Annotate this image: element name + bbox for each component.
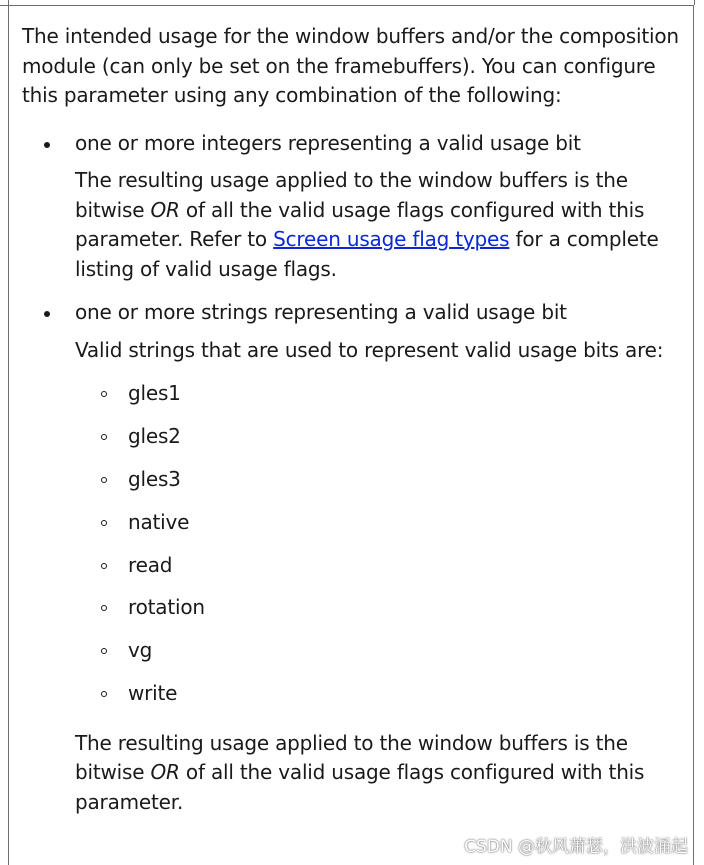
list-item-integers	[22, 129, 682, 285]
usage-value: vg	[128, 638, 153, 663]
list-item	[75, 379, 682, 409]
emphasis-or: OR	[150, 760, 180, 785]
list-item	[75, 422, 682, 452]
text-segment: of all the valid usage flags configured with this parameter. Refer to	[75, 197, 645, 251]
list-item	[75, 508, 682, 538]
text-segment: The resulting usage applied to the window buffers is the bitwise	[75, 730, 628, 785]
usage-value: write	[128, 681, 178, 706]
usage-value: rotation	[128, 595, 205, 620]
top-border-line	[0, 5, 8, 6]
intro-paragraph: The intended usage for the window buffers and/or the composition module (can only be set on the framebuffers). You can configure this parameter using any combination of the following:	[22, 24, 679, 107]
emphasis-or: OR	[150, 197, 180, 222]
bullet-circle-icon	[101, 563, 107, 569]
list-item	[75, 551, 682, 581]
parameter-description	[22, 22, 682, 831]
bullet-circle-icon	[101, 434, 107, 440]
list-item	[75, 636, 682, 666]
usage-options-list	[22, 129, 682, 818]
text-segment: The resulting usage applied to the window buffers is the bitwise	[75, 168, 628, 222]
bullet-circle-icon	[101, 391, 107, 397]
item-heading: one or more strings representing a valid usage bit	[75, 300, 567, 324]
bullet-disc-icon	[44, 142, 50, 148]
usage-value: gles1	[128, 381, 181, 405]
item-description	[75, 166, 682, 284]
list-item-strings	[22, 298, 682, 817]
usage-value: gles3	[128, 466, 181, 491]
bullet-circle-icon	[101, 605, 107, 611]
list-item	[75, 679, 682, 709]
text-segment: of all the valid usage flags configured with this parameter.	[75, 760, 645, 814]
usage-value: gles2	[128, 423, 181, 448]
closing-description	[75, 729, 682, 818]
valid-strings-list	[75, 379, 682, 709]
item-description: Valid strings that are used to represent valid usage bits are:	[75, 337, 664, 362]
list-item	[75, 465, 682, 495]
bullet-circle-icon	[101, 520, 107, 526]
csdn-watermark: CSDN @秋风萧瑟，洪波涌起	[464, 837, 688, 857]
right-border-line	[694, 0, 695, 5]
bullet-circle-icon	[101, 477, 107, 483]
bullet-circle-icon	[101, 648, 107, 654]
usage-value: native	[128, 509, 190, 534]
item-heading: one or more integers representing a valid usage bit	[75, 130, 581, 155]
list-item	[75, 593, 682, 623]
usage-value: read	[128, 552, 173, 577]
text-segment: for a complete listing of valid usage flags.	[75, 227, 659, 281]
bullet-disc-icon	[44, 311, 50, 317]
bullet-circle-icon	[101, 691, 107, 697]
screen-usage-flag-types-link[interactable]: Screen usage flag types	[273, 227, 510, 251]
